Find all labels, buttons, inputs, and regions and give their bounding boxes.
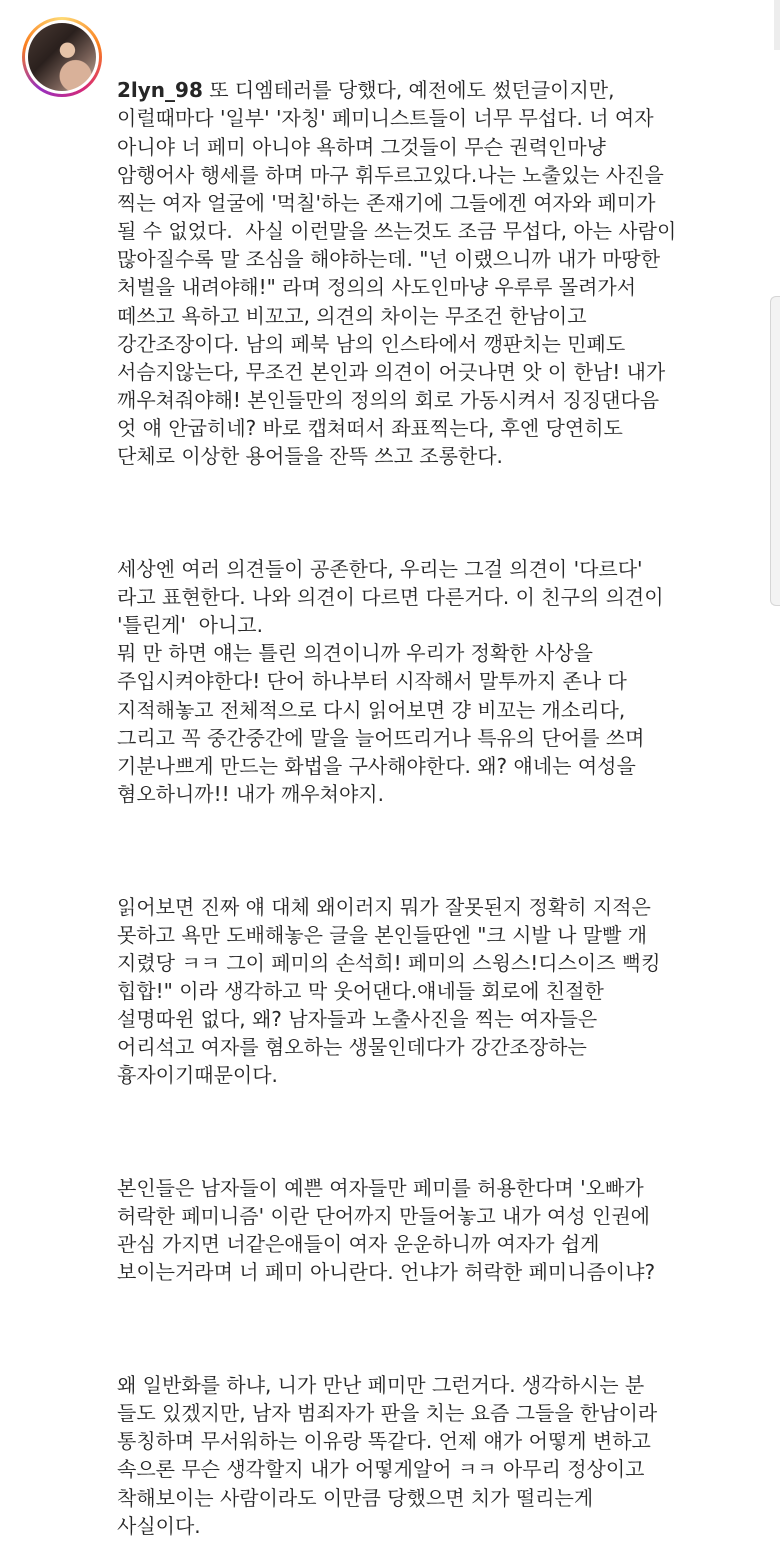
profile-avatar[interactable] <box>22 17 102 97</box>
side-scroll-handle[interactable] <box>770 296 780 606</box>
caption-paragraph-4: 본인들은 남자들이 예쁜 여자들만 페미를 허용한다며 '오빠가 허락한 페미니즘' 이란 단어까지 만들어놓고 내가 여성 인권에 관심 가지면 너같은애들이 여자 운운하니까 여자가 쉽게 보이는거라며 너 페미 아니란다. 언냐가 허락한 페미니즘이냐? <box>117 1175 656 1285</box>
avatar-photo <box>28 23 96 91</box>
username-link[interactable]: 2lyn_98 <box>117 78 203 103</box>
caption-paragraph-1 <box>117 76 757 470</box>
caption-paragraph-5: 왜 일반화를 하냐, 니가 만난 페미만 그런거다. 생각하시는 분 들도 있겠지만, 남자 범죄자가 판을 치는 요즘 그들을 한남이라 통칭하며 무서워하는 이유랑 똑같다. 언제 얘가 어떻게 변하고 속으론 무슨 생각할지 내가 어떻게알어 ㅋㅋ 아무리 정상이고 착해보이는 사람이라도 이만큼 당했으면 치가 떨리는게 사실이다. <box>117 1372 658 1538</box>
caption-paragraph-3: 읽어보면 진짜 얘 대체 왜이러지 뭐가 잘못된지 정확히 지적은 못하고 욕만 도배해놓은 글을 본인들딴엔 "크 시발 나 말빨 개 지렸당 ㅋㅋ 그이 페미의 손석희! 페미의 스윙스!디스이즈 뻑킹 힙합!" 이라 생각하고 막 웃어댄다.얘네들 회로에 친절한 설명따윈 없다, 왜? 남자들과 노출사진을 찍는 여자들은 어리석고 여자를 혐오하는 생물인데다가 강간조장하는 흉자이기때문이다. <box>117 894 661 1088</box>
caption-text: 또 디엠테러를 당했다, 예전에도 썼던글이지만, 이럴때마다 '일부' '자칭' 페미니스트들이 너무 무섭다. 너 여자 아니야 너 페미 아니야 욕하며 그것들이 무슨 권력인마냥 암행어사 행세를 하며 마구 휘두르고있다.나는 노출있는 사진을 찍는 여자 얼굴에 '먹칠'하는 존재기에 그들에겐 여자와 페미가 될 수 없었다. 사실 이런말을 쓰는것도 조금 무섭다, 아는 사람이 많아질수록 말 조심을 해야하는데. "넌 이랬으니까 내가 마땅한 처벌을 내려야해!" 라며 정의의 사도인마냥 우루루 몰려가서 떼쓰고 욕하고 비꼬고, 의견의 차이는 무조건 한남이고 강간조장이다. 남의 페북 남의 인스타에서 깽판치는 민폐도 서슴지않는다, 무조건 본인과 의견이 어긋나면 앗 이 한남! 내가 깨우쳐줘야해! 본인들만의 정의의 회로 가동시켜서 징징댄다음 엇 얘 안굽히네? 바로 캡쳐떠서 좌표찍는다, 후엔 당연히도 단체로 이상한 용어들을 잔뜩 쓰고 조롱한다. <box>117 78 677 469</box>
scrollbar-top <box>774 0 780 50</box>
post-caption <box>117 20 757 1568</box>
avatar-story-ring <box>25 20 99 94</box>
caption-paragraph-2: 세상엔 여러 의견들이 공존한다, 우리는 그걸 의견이 '다르다' 라고 표현한다. 나와 의견이 다르면 다른거다. 이 친구의 의견이 '틀린게' 아니고. 뭐 만 하면 얘는 틀린 의견이니까 우리가 정확한 사상을 주입시켜야한다! 단어 하나부터 시작해서 말투까지 존나 다 지적해놓고 전체적으로 다시 읽어보면 걍 비꼬는 개소리다, 그리고 꼭 중간중간에 말을 늘어뜨리거나 특유의 단어를 쓰며 기분나쁘게 만드는 화법을 구사해야한다. 왜? 얘네는 여성을 혐오하니까!! 내가 깨우쳐야지. <box>117 556 664 807</box>
